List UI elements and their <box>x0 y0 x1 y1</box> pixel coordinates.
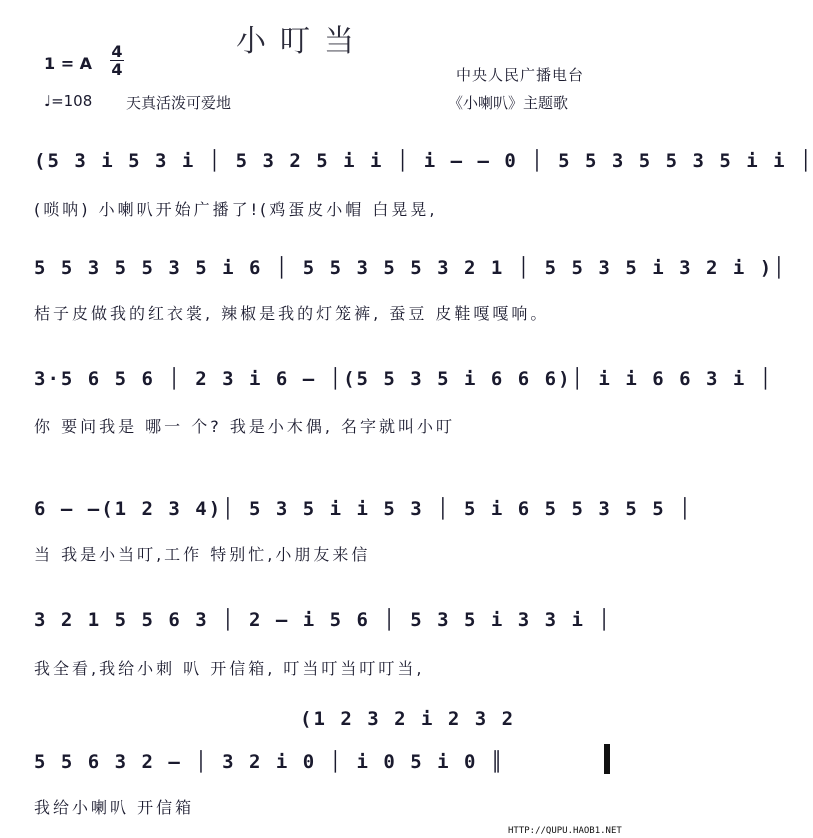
key-signature: 1 = A <box>44 54 93 73</box>
notation-line-6: 5 5 6 3 2 – │ 3 2 i 0 │ i 0 5 i 0 ║ <box>34 751 505 773</box>
notation-line-2: 5 5 3 5 5 3 5 i 6 │ 5 5 3 5 5 3 2 1 │ 5 5 3 5 i 3 2 i )│ <box>34 257 787 279</box>
notation-line-1: (5 3 i 5 3 i │ 5 3 2 5 i i │ i – – 0 │ 5 5 3 5 5 3 5 i i │ <box>34 150 813 172</box>
notation-line-3: 3·5 6 5 6 │ 2 3 i 6 – │(5 5 3 5 i 6 6 6)│ i i 6 6 3 i │ <box>34 368 774 390</box>
footer-url: HTTP://QUPU.HAOB1.NET <box>508 826 622 836</box>
song-title: 小叮当 <box>236 24 368 59</box>
lyrics-line-5: 我全看,我给小刺 叭 开信箱, 叮当叮当叮叮当, <box>34 659 425 678</box>
notation-line-6-upper: (1 2 3 2 i 2 3 2 <box>300 708 516 730</box>
notation-line-4: 6 – –(1 2 3 4)│ 5 3 5 i i 5 3 │ 5 i 6 5 5 3 5 5 │ <box>34 498 693 520</box>
final-barline <box>604 744 610 774</box>
time-signature-bottom: 4 <box>111 60 123 79</box>
lyrics-line-3: 你 要问我是 哪一 个? 我是小木偶, 名字就叫小叮 <box>34 417 456 436</box>
lyrics-line-6: 我给小喇叭 开信箱 <box>34 798 195 817</box>
time-signature-top: 4 <box>111 42 123 61</box>
expression-marking: 天真活泼可爱地 <box>126 94 232 112</box>
time-signature <box>110 44 124 77</box>
lyrics-line-1: (唢呐) 小喇叭开始广播了!(鸡蛋皮小帽 白晃晃, <box>34 200 438 219</box>
source-line-1: 中央人民广播电台 <box>456 66 585 84</box>
lyrics-line-4: 当 我是小当叮,工作 特别忙,小朋友来信 <box>34 545 371 564</box>
tempo-marking: ♩=108 <box>44 92 93 110</box>
lyrics-line-2: 桔子皮做我的红衣裳, 辣椒是我的灯笼裤, 蚕豆 皮鞋嘎嘎响。 <box>34 304 550 323</box>
source-line-2: 《小喇叭》主题歌 <box>448 94 569 112</box>
notation-line-5: 3 2 1 5 5 6 3 │ 2 – i 5 6 │ 5 3 5 i 3 3 i │ <box>34 609 612 631</box>
